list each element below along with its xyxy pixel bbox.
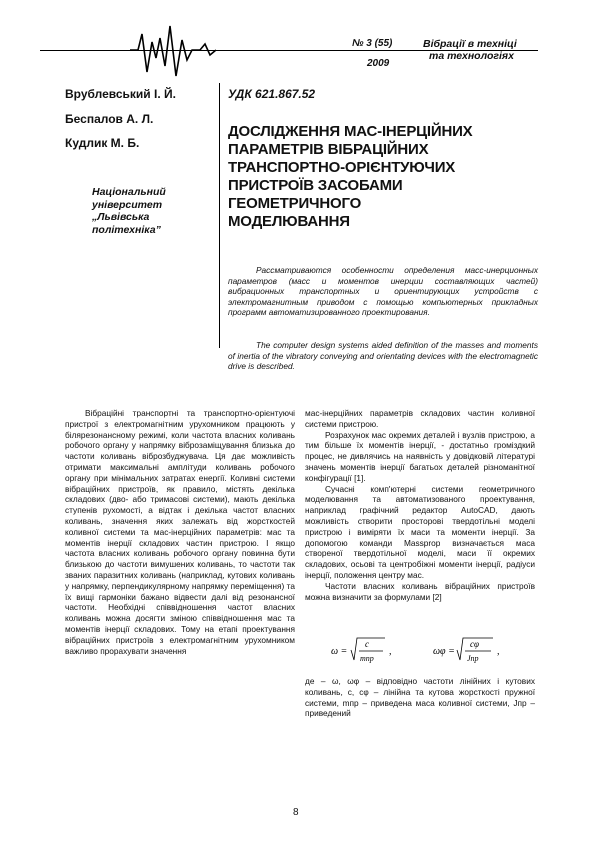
paragraph: Частоти власних коливань вібраційних пристроїв можна визначити за формулами [2] <box>305 580 535 602</box>
article-title <box>228 123 538 231</box>
affiliation-line: Національний <box>92 186 166 198</box>
body-column-left <box>65 408 295 656</box>
svg-text:,: , <box>497 646 500 657</box>
udk-code: УДК 621.867.52 <box>228 87 316 101</box>
paragraph: Вібраційні транспортні та транспортно-орієнтуючі пристрої з електромагнітним урухомником працюють у білярезонансному режимі, коли частота власних коливань робочого органу у напрямку віброзаміщування близька до частоти коливань віброзбуджувача. Ця дає можливість отримати максимальні амплітуди коливань робочого органу при мінімальних затратах енергії. Коливні системи вібраційних пристроїв, як правило, містять декілька складових (дво- або тримасові системи), мають декілька ступенів рухомості, а відтак і декілька частот власних коливань, значення яких залежать від жорсткостей коливної системи та мас-інерційних параметрів: мас та моментів інерції складових частин пристрою. І якщо частота власних коливань робочого органу повинна бути близькою до частоти вимушених коливань, то частоти так званих паразитних коливань (наприклад, кутових коливань у напрямку, перпендикулярному напрямку переміщення) та їх вищі гармоніки бажано відвести далі від резонансної частоти. Необхідні співвідношення частот власних коливань можна досягти зміною співвідношення мас та моментів інерції складових. Тому на етапі проектування вібраційних пристроїв з електромагнітним урухомником важливо прорахувати значення <box>65 408 295 656</box>
affiliation-line: політехніка” <box>92 223 161 236</box>
paragraph: де – ω, ωφ – відповідно частоти лінійних і кутових коливань, c, cφ – лінійна та кутова жорсткості пружної системи, mпр – приведена маса коливної системи, Jпр – приведений <box>305 676 535 719</box>
title-line: МОДЕЛЮВАННЯ <box>228 213 350 230</box>
journal-title <box>423 38 533 62</box>
divider <box>219 83 220 348</box>
abstract-text: The computer design systems aided definition of the masses and moments of inertia of the vibratory conveying and orientating devices with the electromagnetic drive is described. <box>228 340 538 372</box>
journal-title-line: Вібрації в техніці <box>423 38 517 50</box>
title-line: ДОСЛІДЖЕННЯ МАС-ІНЕРЦІЙНИХ <box>228 123 473 140</box>
vibration-pulse-logo <box>130 22 340 78</box>
issue-year: 2009 <box>367 58 390 69</box>
title-line: ГЕОМЕТРИЧНОГО <box>228 195 362 212</box>
paragraph: мас-інерційних параметрів складових частин коливної системи пристрою. <box>305 408 535 429</box>
svg-text:,: , <box>389 646 392 657</box>
author-name: Кудлик М. Б. <box>65 136 140 150</box>
title-line: ТРАНСПОРТНО-ОРІЄНТУЮЧИХ <box>228 159 456 176</box>
body-column-right <box>305 408 535 602</box>
frequency-formulas <box>325 632 535 670</box>
affiliation <box>92 186 202 236</box>
paragraph: Розрахунок мас окремих деталей і вузлів пристрою, а тим більше їх моментів інерції, - достатньо громіздкий процес, не дивлячись на наявність у довідковій літературі значень моментів інерції багатьох деталей різноманітної конфігурації [1]. <box>305 429 535 483</box>
affiliation-line: університет <box>92 198 163 211</box>
author-name: Врублевський І. Й. <box>65 87 176 101</box>
title-line: ПРИСТРОЇВ ЗАСОБАМИ <box>228 177 403 194</box>
formula-lhs: ω = <box>331 646 348 657</box>
formula-numerator: cφ <box>470 639 479 649</box>
formula-denominator: mпр <box>360 654 374 663</box>
issue-number: № 3 (55) <box>352 38 393 49</box>
formula-denominator: Jпр <box>467 654 479 663</box>
formula-numerator: c <box>365 639 369 649</box>
abstract-russian <box>228 265 538 318</box>
author-name: Беспалов А. Л. <box>65 112 154 126</box>
page-number: 8 <box>293 807 299 818</box>
abstract-english <box>228 340 538 372</box>
journal-title-line: та технологіях <box>429 50 514 62</box>
title-line: ПАРАМЕТРІВ ВІБРАЦІЙНИХ <box>228 141 429 158</box>
formula-lhs: ωφ = <box>433 646 455 657</box>
abstract-text: Рассматриваются особенности определения масс-инерционных параметров (масс и моментов инерции составляющих частей) вибрационных транспортных и ориентирующих устройств с электромагнитным приводом с помощью компьютерных прикладных программ автоматизированного проектирования. <box>228 265 538 318</box>
affiliation-line: „Львівська <box>92 211 150 223</box>
body-column-right-cont <box>305 676 535 719</box>
paragraph: Сучасні комп'ютерні системи геометричного моделювання та автоматизованого проектування, наприклад графічний редактор AutoCAD, дають можливість створити просторові твердотільні моделі пристрою і виміряти їх маси та моменти інерції. За допомогою команди Massprop визначається маса створеної твердотільної моделі, маси її окремих складових, осьові та центробіжні моменти інерції, радіуси інерції, положення центру мас. <box>305 483 535 580</box>
